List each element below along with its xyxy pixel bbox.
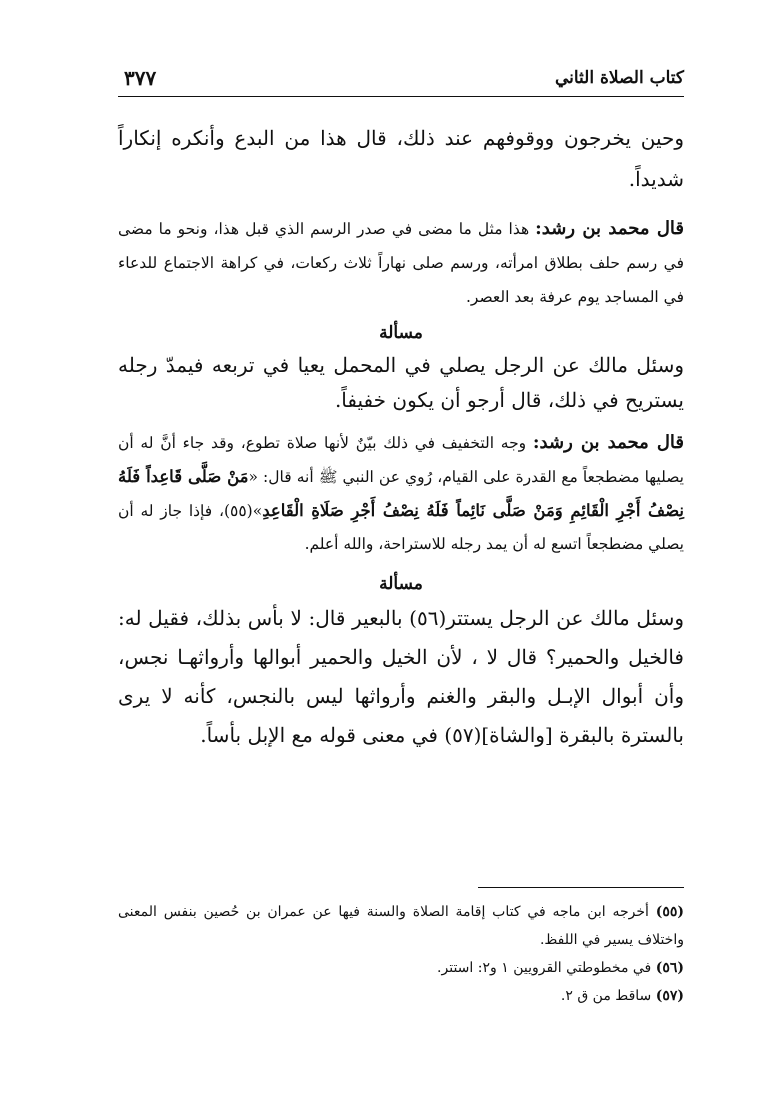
- main-text: [118, 118, 684, 755]
- paragraph-5: وسئل مالك عن الرجل يستتر(٥٦) بالبعير قال: لا بأس بذلك، فقيل له: فالخيل والحمير؟ قال لا ، لأن الخيل والحمير أبوالها وأرواثهـا نجس، وأن أبوال الإبـل والبقر والغنم وأرواثها ليس بالنجس، كأنه لا يرى بالسترة بالبقرة [والشاة](٥٧) في معنى قوله مع الإبل بأساً.: [118, 606, 684, 747]
- footnote-text: ساقط من ق ٢.: [560, 988, 656, 1004]
- commentary-label: قال محمد بن رشد:: [532, 432, 684, 453]
- footnote-number: (٥٥): [655, 904, 684, 920]
- footnote-56: [118, 954, 684, 982]
- footnote-number: (٥٧): [655, 988, 684, 1004]
- footnote-number: (٥٦): [655, 960, 684, 976]
- commentary-text-a: وجه التخفيف في ذلك بيّنٌ لأنها صلاة تطوع، وقد جاء أنَّ له أن يصليها مضطجعاً مع القدرة على القيام، رُوي عن النبي ﷺ أنه قال: «: [118, 434, 684, 486]
- commentary-label: قال محمد بن رشد:: [535, 218, 684, 239]
- footnote-divider: [478, 887, 684, 888]
- hadith-quote: مَنْ صَلَّى قَاعِداً فَلَهُ نِصْفُ أَجْرِ الْقَائِمِ وَمَنْ صَلَّى نَائِماً فَلَهُ نِصْفُ أَجْرِ صَلَاةِ الْقَاعِدِ: [118, 467, 684, 520]
- section-heading-2: مسألة: [379, 574, 423, 594]
- paragraph-1: وحين يخرجون ووقوفهم عند ذلك، قال هذا من البدع وأنكره إنكاراً شديداً.: [118, 126, 684, 191]
- section-heading-1: مسألة: [379, 323, 423, 343]
- footnotes: [118, 898, 684, 1010]
- page-header: [118, 66, 684, 97]
- footnote-text: في مخطوطتي القرويين ١ و٢: استتر.: [437, 960, 656, 976]
- commentary-text: هذا مثل ما مضى في صدر الرسم الذي قبل هذا، ونحو ما مضى في رسم حلف بطلاق امرأته، ورسم صلى نهاراً ثلاث ركعات، في كراهة الاجتماع للدعاء في المساجد يوم عرفة بعد العصر.: [118, 220, 684, 306]
- footnote-text: أخرجه ابن ماجه في كتاب إقامة الصلاة والسنة فيها عن عمران بن حُصين بنفس المعنى واختلاف يسير في اللفظ.: [118, 904, 684, 948]
- commentary-text-b: »(٥٥)، فإذا جاز له أن يصلي مضطجعاً اتسع له أن يمد رجله للاستراحة، والله أعلم.: [118, 502, 684, 553]
- footnote-55: [118, 898, 684, 954]
- running-title: كتاب الصلاة الثاني: [554, 68, 684, 88]
- page-number: ٣٧٧: [124, 66, 157, 90]
- paragraph-2: [118, 212, 684, 314]
- footnote-57: [118, 982, 684, 1010]
- paragraph-3: وسئل مالك عن الرجل يصلي في المحمل يعيا في تربعه فيمدّ رجله يستريح في ذلك، قال أرجو أن يكون خفيفاً.: [118, 353, 684, 412]
- paragraph-4: [118, 426, 684, 561]
